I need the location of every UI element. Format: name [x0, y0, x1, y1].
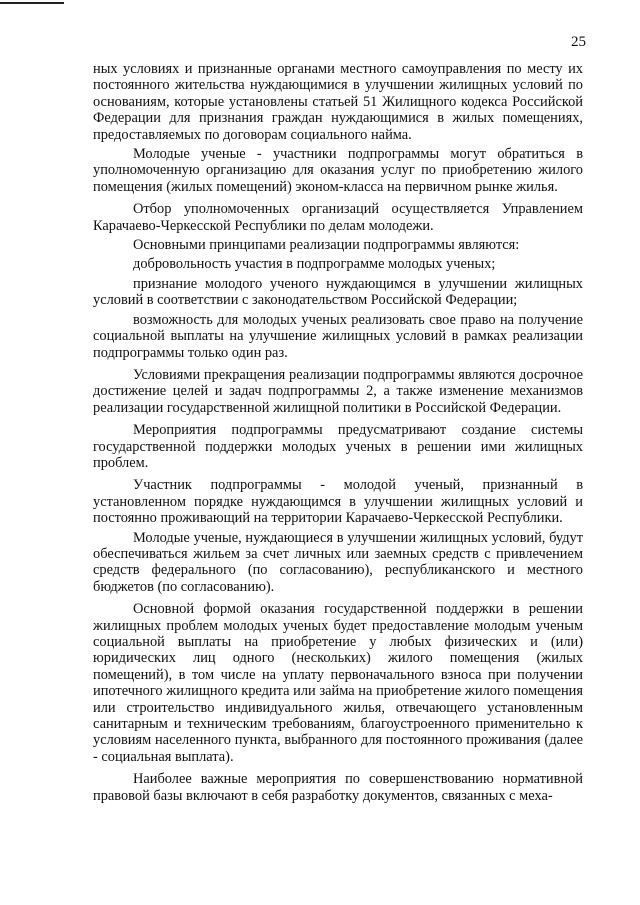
paragraph-main-support-form: Основной формой оказания государственной поддержки в решении жилищных проблем молодых ученых будет предоставление молодым ученым социальной выплаты на приобретение у любых физических и (или) юридических лиц одного (нескольких) жилого помещения (жилых помещений), в том числе на уплату первоначального взноса при получении ипотечного жилищного кредита или займа на приобретение жилого помещения или строительство индивидуального жилья, отвечающего установленным санитарным и техническим требованиям, благоустроенного применительно к условиям населенного пункта, выбранного для постоянного проживания (далее - социальная выплата). — [93, 601, 583, 765]
document-body — [93, 61, 583, 807]
paragraph-principle-once: возможность для молодых ученых реализовать свое право на получение социальной выплаты на улучшение жилищных условий в рамках реализации подпрограммы только один раз. — [93, 311, 583, 361]
paragraph-principles-heading: Основными принципами реализации подпрограммы являются: — [133, 237, 520, 254]
page-number: 25 — [571, 34, 586, 50]
scan-edge-line — [0, 2, 64, 4]
paragraph-termination: Условиями прекращения реализации подпрограммы являются досрочное достижение целей и задач подпрограммы 2, а также изменение механизмов реализации государственной жилищной политики в Российской Федерации. — [93, 366, 583, 416]
paragraph-measures: Мероприятия подпрограммы предусматривают создание системы государственной поддержки молодых ученых в решении ими жилищных проблем. — [93, 422, 583, 471]
paragraph-principle-voluntary: добровольность участия в подпрограмме молодых ученых; — [133, 256, 496, 273]
paragraph-principle-recognition: признание молодого ученого нуждающимся в улучшении жилищных условий в соответствии с законодательством Российской Федерации; — [93, 275, 583, 309]
paragraph-continuation: ных условиях и признанные органами местного самоуправления по месту их постоянного жительства нуждающимися в улучшении жилищных условий по основаниям, которые установлены статьей 51 Жилищного кодекса Российской Федерации для признания граждан нуждающимися в жилых помещениях, предоставляемых по договорам социального найма. — [93, 61, 583, 143]
paragraph-young-scientists-organization: Молодые ученые - участники подпрограммы могут обратиться в уполномоченную организацию для оказания услуг по приобретению жилого помещения (жилых помещений) эконом-класса на первичном рынке жилья. — [93, 146, 583, 195]
paragraph-funding: Молодые ученые, нуждающиеся в улучшении жилищных условий, будут обеспечиваться жильем за счет личных или заемных средств с привлечением средств федерального (по согласованию), республиканского и местного бюджетов (по согласованию). — [93, 529, 583, 595]
paragraph-selection: Отбор уполномоченных организаций осуществляется Управлением Карачаево-Черкесской Республики по делам молодежи. — [93, 201, 583, 234]
paragraph-regulatory-measures: Наиболее важные мероприятия по совершенствованию нормативной правовой базы включают в себя разработку документов, связанных с меха- — [93, 771, 583, 804]
paragraph-participant: Участник подпрограммы - молодой ученый, признанный в установленном порядке нуждающимся в улучшении жилищных условий и постоянно проживающий на территории Карачаево-Черкесской Республики. — [93, 477, 583, 527]
